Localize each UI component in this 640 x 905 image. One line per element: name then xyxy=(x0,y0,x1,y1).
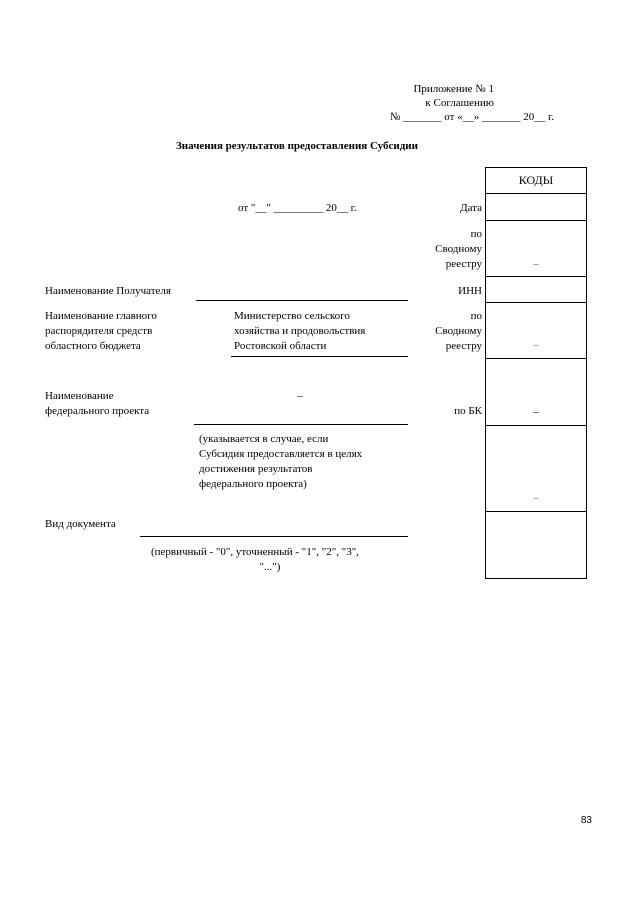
code-doc-cell[interactable] xyxy=(486,512,586,578)
page-number: 83 xyxy=(580,815,592,826)
inn-label: ИНН xyxy=(458,285,482,297)
ministry-line1: Министерство сельского xyxy=(234,310,350,322)
svod1-label-line3: реестру xyxy=(445,258,482,270)
project-value: – xyxy=(297,390,303,402)
svod1-label-line2: Сводному xyxy=(435,243,482,255)
svod1-label-line1: по xyxy=(470,228,482,240)
code-date-cell[interactable] xyxy=(486,194,586,219)
doc-type-label: Вид документа xyxy=(45,518,116,530)
svod2-label-line1: по xyxy=(470,310,482,322)
agreement-ref: к Соглашению xyxy=(425,97,494,109)
code-svod1-cell[interactable]: – xyxy=(533,259,539,270)
project-note-line2: Субсидия предоставляется в целях xyxy=(199,448,363,460)
project-label-line1: Наименование xyxy=(45,390,114,402)
budget-label-line2: распорядителя средств xyxy=(45,325,153,337)
budget-label-line3: областного бюджета xyxy=(45,340,141,352)
project-label-line2: федерального проекта xyxy=(45,405,150,417)
code-inn-cell[interactable] xyxy=(486,277,586,301)
code-extra-cell[interactable]: – xyxy=(533,493,539,504)
doc-type-field-line xyxy=(140,536,408,537)
recipient-field-line xyxy=(196,300,408,301)
project-note-line3: достижения результатов xyxy=(199,463,313,475)
svod2-label-line2: Сводному xyxy=(435,325,482,337)
recipient-label: Наименование Получателя xyxy=(45,285,171,297)
ministry-field-line xyxy=(231,356,408,357)
document-date: от "__" _________ 20__ г. xyxy=(238,202,357,214)
doc-type-note-line1: (первичный - "0", уточненный - "1", "2", "3", xyxy=(151,546,359,558)
document-title: Значения результатов предоставления Субсидии xyxy=(176,140,418,152)
ministry-line3: Ростовской области xyxy=(234,340,327,352)
ministry-line2: хозяйства и продовольствия xyxy=(234,325,366,337)
appendix-number: Приложение № 1 xyxy=(413,83,494,95)
codes-heading: КОДЫ xyxy=(518,173,554,187)
doc-type-note-line2: "...") xyxy=(259,561,281,573)
budget-label-line1: Наименование главного xyxy=(45,310,157,322)
agreement-number-date: № _______ от «__» _______ 20__ г. xyxy=(389,111,554,123)
bk-label: по БК xyxy=(454,405,482,417)
code-bk-cell[interactable]: – xyxy=(533,406,539,418)
project-field-line xyxy=(194,424,408,425)
project-note-line1: (указывается в случае, если xyxy=(199,433,329,445)
project-note-line4: федерального проекта) xyxy=(199,478,307,490)
date-label: Дата xyxy=(460,202,482,214)
svod2-label-line3: реестру xyxy=(445,340,482,352)
code-svod2-cell[interactable]: – xyxy=(533,340,539,351)
